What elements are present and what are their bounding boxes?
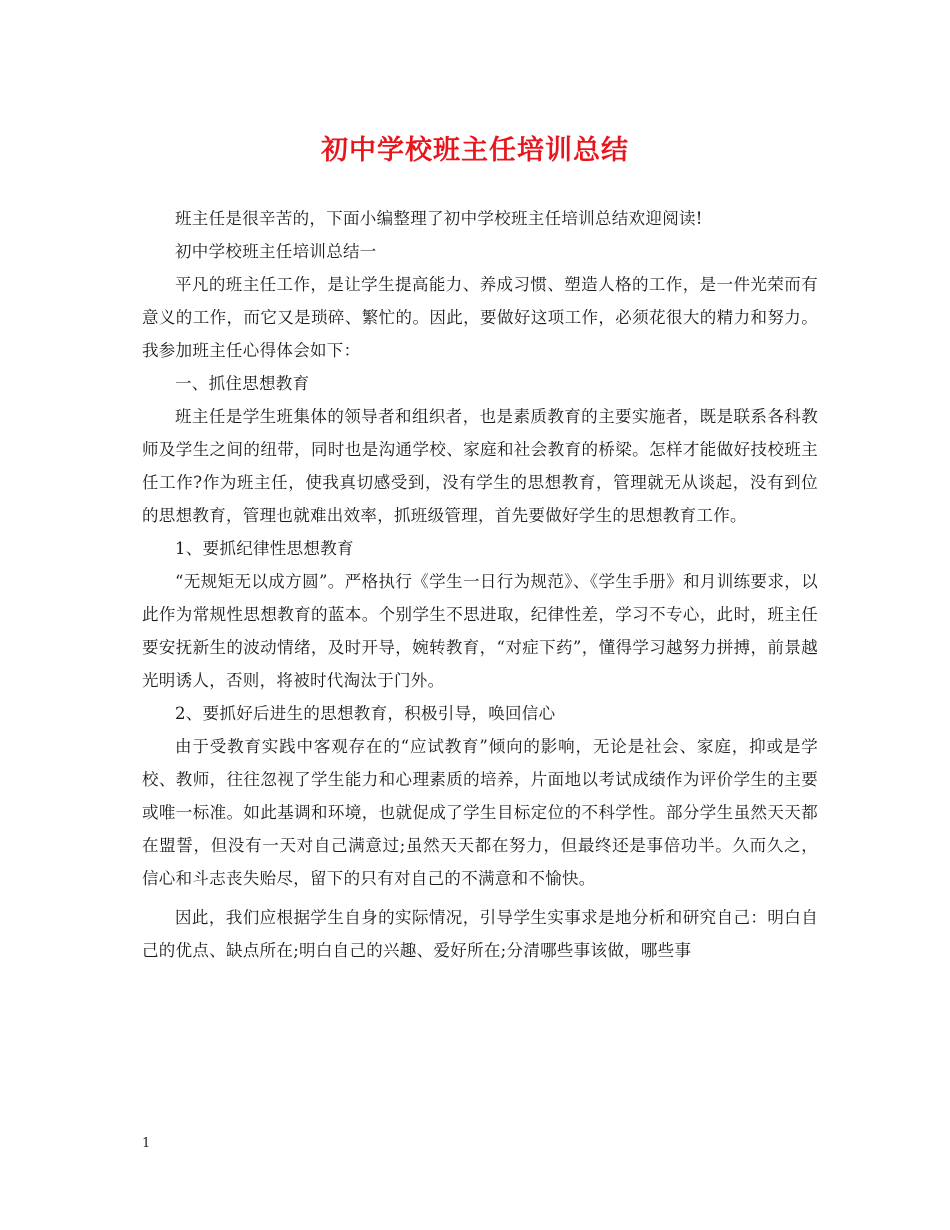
document-body [142, 202, 818, 967]
subsection-heading: 2、要抓好后进生的思想教育，积极引导，唤回信心 [175, 704, 556, 723]
paragraph: 因此，我们应根据学生自身的实际情况，引导学生实事求是地分析和研究自己：明白自己的优点、缺点所在;明白自己的兴趣、爱好所在;分清哪些事该做，哪些事 [142, 908, 818, 960]
subsection-heading: 1、要抓纪律性思想教育 [175, 539, 354, 558]
paragraph: 由于受教育实践中客观存在的“应试教育”倾向的影响，无论是社会、家庭，抑或是学校、教师，往往忽视了学生能力和心理素质的培养，片面地以考试成绩作为评价学生的主要或唯一标准。如此基调和环境，也就促成了学生目标定位的不科学性。部分学生虽然天天都在盟誓，但没有一天对自己满意过;虽然天天都在努力，但最终还是事倍功半。久而久之，信心和斗志丧失贻尽，留下的只有对自己的不满意和不愉快。 [142, 737, 818, 888]
page-number: 1 [142, 1136, 151, 1151]
paragraph: 平凡的班主任工作，是让学生提高能力、养成习惯、塑造人格的工作，是一件光荣而有意义的工作，而它又是琐碎、繁忙的。因此，要做好这项工作，必须花很大的精力和努力。我参加班主任心得体会如下： [142, 275, 818, 360]
paragraph-subtitle: 初中学校班主任培训总结一 [175, 242, 377, 261]
paragraph: “无规矩无以成方圆”。严格执行《学生一日行为规范》、《学生手册》和月训练要求，以此作为常规性思想教育的蓝本。个别学生不思进取，纪律性差，学习不专心，此时，班主任要安抚新生的波动情绪，及时开导，婉转教育，“对症下药”，懂得学习越努力拼搏，前景越光明诱人，否则，将被时代淘汰于门外。 [142, 572, 818, 690]
document-title: 初中学校班主任培训总结 [321, 135, 629, 166]
paragraph: 班主任是学生班集体的领导者和组织者，也是素质教育的主要实施者，既是联系各科教师及学生之间的纽带，同时也是沟通学校、家庭和社会教育的桥梁。怎样才能做好技校班主任工作?作为班主任，使我真切感受到，没有学生的思想教育，管理就无从谈起，没有到位的思想教育，管理也就难出效率，抓班级管理，首先要做好学生的思想教育工作。 [142, 407, 818, 525]
paragraph-intro: 班主任是很辛苦的，下面小编整理了初中学校班主任培训总结欢迎阅读! [175, 209, 703, 228]
section-heading: 一、抓住思想教育 [175, 374, 310, 393]
